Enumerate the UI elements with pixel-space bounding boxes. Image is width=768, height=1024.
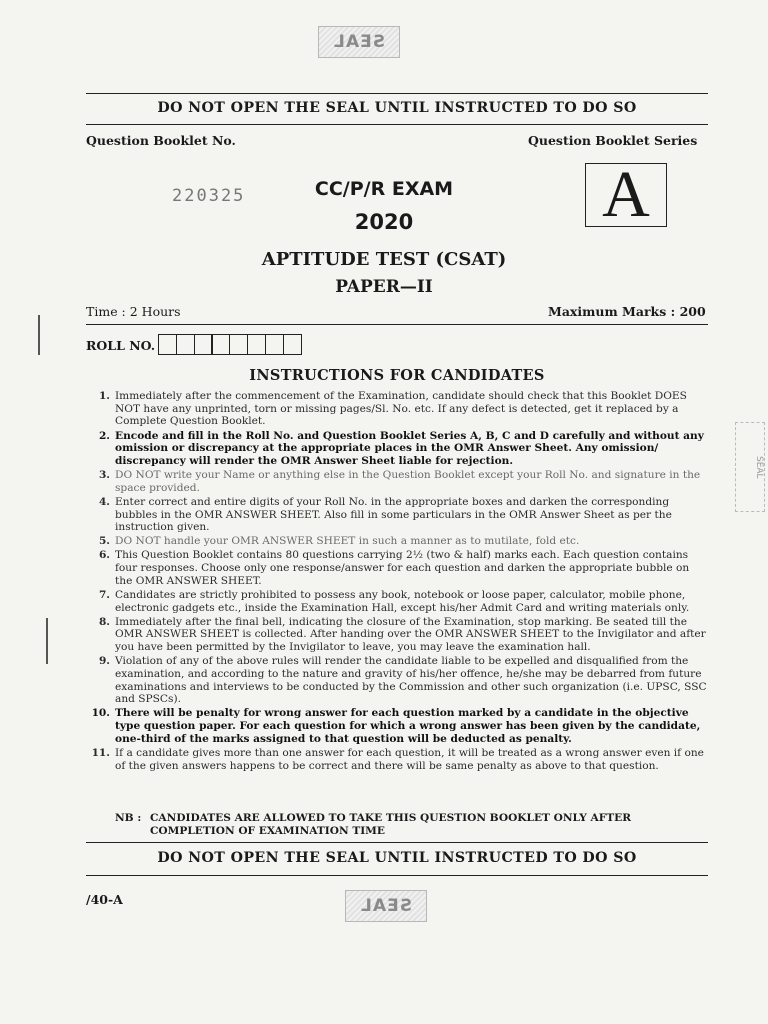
instruction-text: DO NOT write your Name or anything else in the Question Booklet except your Roll No. and signature in the space provided. [115,469,701,494]
top-warning-banner: DO NOT OPEN THE SEAL UNTIL INSTRUCTED TO DO SO [157,100,637,116]
instruction-item [86,616,708,654]
instruction-item [86,430,708,468]
instruction-text: DO NOT handle your OMR ANSWER SHEET in such a manner as to mutilate, fold etc. [115,535,580,548]
instruction-number: 2. [98,429,110,442]
bottom-rule [86,842,708,843]
instruction-number: 1. [98,390,110,402]
instruction-item [86,535,708,548]
roll-no-boxes[interactable] [158,334,301,355]
instruction-number: 8. [98,615,110,628]
instruction-item [86,390,708,428]
top-rule [86,93,708,94]
instruction-number: 7. [98,588,110,601]
instruction-number: 11. [91,746,110,759]
nb-text: CANDIDATES ARE ALLOWED TO TAKE THIS QUESTION BOOKLET ONLY AFTER COMPLETION OF EXAMINATION TIME [150,812,632,837]
roll-digit-box[interactable] [265,334,284,355]
instruction-item [86,707,708,745]
instructions-list [86,390,708,774]
exam-name: CC/P/R EXAM [314,178,454,200]
instruction-number: 3. [98,469,110,481]
instruction-item [86,655,708,706]
instruction-item [86,549,708,587]
instruction-text: Enter correct and entire digits of your Roll No. in the appropriate boxes and darken the corresponding bubbles in the OMR ANSWER SHEET. Also fill in some particulars in the OMR Answer Sheet as per the instruction given. [115,495,672,534]
bottom-warning-banner: DO NOT OPEN THE SEAL UNTIL INSTRUCTED TO DO SO [157,850,637,866]
exam-subject: APTITUDE TEST (CSAT) [261,249,507,270]
exam-year: 2020 [354,210,414,234]
instruction-item [86,747,708,772]
instruction-number: 5. [98,535,110,548]
nb-label: NB : [115,812,142,824]
instruction-number: 6. [98,549,110,562]
bottom-rule-lower [86,875,708,876]
edge-seal-strip: SEAL [735,422,765,512]
roll-digit-box[interactable] [229,334,248,355]
instruction-number: 4. [98,495,110,508]
instruction-text: Immediately after the final bell, indicating the closure of the Examination, stop marking. Be seated till the OMR ANSWER SHEET is collected. After handing over the OMR ANSWER SHEET to the Invigilator and after you have been permitted by the Invigilator to leave, you may leave the examination hall. [115,615,706,654]
booklet-series-label: Question Booklet Series [528,133,698,148]
instruction-item [86,496,708,534]
roll-digit-box[interactable] [283,334,302,355]
time-label: Time : 2 Hours [86,304,181,319]
exam-paper: PAPER—II [335,277,433,297]
meta-rule [86,324,708,325]
instruction-text: Encode and fill in the Roll No. and Question Booklet Series A, B, C and D carefully and without any omission or discrepancy at the appropriate places in the OMR Answer Sheet. Any omission/ discrepancy will render the OMR Answer Sheet liable for rejection. [115,429,704,467]
roll-digit-box[interactable] [176,334,195,355]
roll-digit-box[interactable] [158,334,177,355]
booklet-no-label: Question Booklet No. [86,133,236,148]
margin-mark [38,315,40,355]
footer-code: /40-A [86,892,123,907]
instruction-item [86,589,708,614]
margin-mark [46,618,48,664]
instruction-text: If a candidate gives more than one answer for each question, it will be treated as a wrong answer even if one of the given answers happens to be correct and there will be same penalty as above to that question. [115,746,704,772]
roll-digit-box[interactable] [247,334,266,355]
instructions-title: INSTRUCTIONS FOR CANDIDATES [249,367,545,384]
instruction-number: 10. [91,707,110,720]
instruction-text: Violation of any of the above rules will render the candidate liable to be expelled and disqualified from the examination, and according to the nature and gravity of his/her offence, he/she may be debarred from future examinations and interviews to be conducted by the Commission and other such organization (i.e. UPSC, SSC and SPSCs). [115,655,707,706]
instruction-text: There will be penalty for wrong answer for each question marked by a candidate in the objective type question paper. For each question for which a wrong answer has been given by the candidate, one-third of the marks assigned to that question will be deducted as penalty. [115,707,701,745]
series-letter-box: A [585,163,667,227]
instruction-number: 9. [98,655,110,668]
seal-stamp-bottom: SEAL [345,890,427,922]
roll-digit-box[interactable] [194,334,213,355]
seal-stamp-top: SEAL [318,26,400,58]
instruction-text: This Question Booklet contains 80 questions carrying 2½ (two & half) marks each. Each question contains four responses. Choose only one response/answer for each question and darken the appropriate bubble on the OMR ANSWER SHEET. [115,549,690,587]
top-rule-lower [86,124,708,125]
max-marks-label: Maximum Marks : 200 [548,304,706,319]
instruction-text: Immediately after the commencement of the Examination, candidate should check that this Booklet DOES NOT have any unprinted, torn or missing pages/Sl. No. etc. If any defect is detected, get it replaced by a Complete Question Booklet. [115,390,687,428]
booklet-number: 220325 [172,186,246,206]
nb-note [115,812,708,837]
instruction-text: Candidates are strictly prohibited to possess any book, notebook or loose paper, calculator, mobile phone, electronic gadgets etc., inside the Examination Hall, except his/her Admit Card and writing materials only. [115,588,690,614]
roll-digit-box[interactable] [211,334,230,355]
roll-no-label: ROLL NO. [86,338,156,353]
instruction-item [86,469,708,494]
